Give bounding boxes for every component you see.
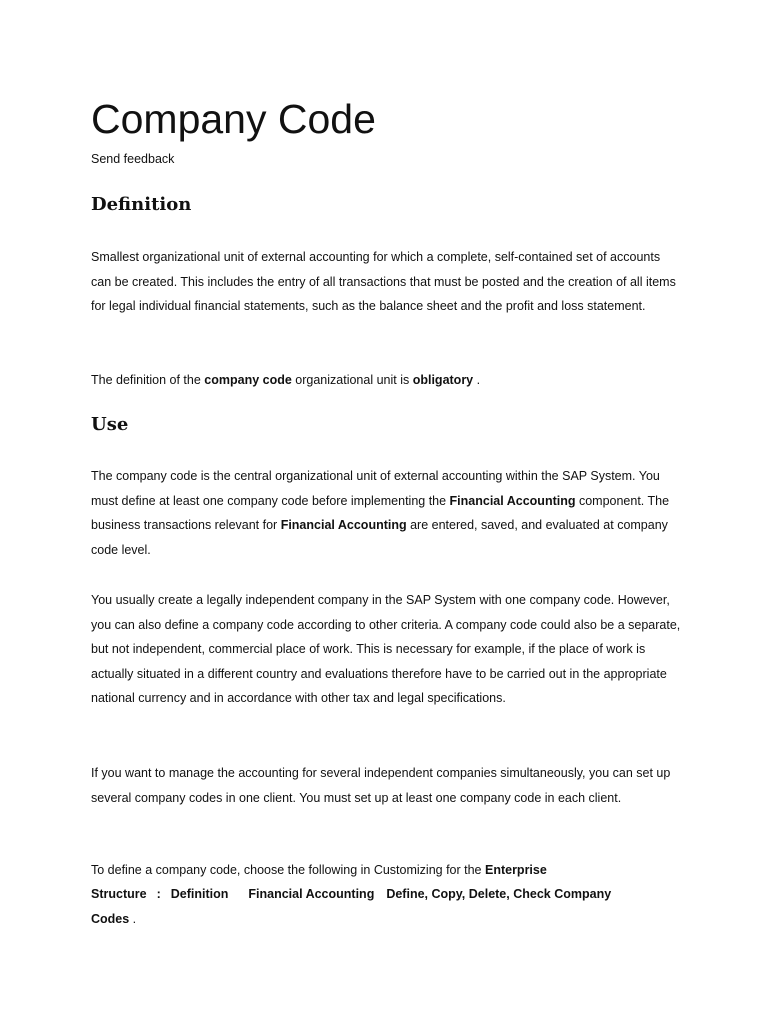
menu-path-separator: : — [156, 887, 161, 901]
menu-path-codes: Codes — [91, 912, 130, 926]
text-run: component. The business transactions relevant for — [91, 493, 670, 533]
menu-path-financial-accounting: Financial Accounting — [248, 887, 375, 901]
use-paragraph-2: You usually create a legally independent company in the SAP System with one company code. However, you can also define a company code according to other criteria. A company code could also be a separate, but not independent, commercial place of work. This is necessary for example, if the place of work is actually situated in a different country and evaluations therefore have to be carried out in the appropriate national currency and in accordance with other tax and legal specifications. — [91, 593, 681, 706]
text-run: are entered, saved, and evaluated at company code level. — [91, 518, 668, 557]
term-obligatory: obligatory — [412, 373, 474, 387]
text-run: The definition of the — [91, 373, 205, 387]
definition-heading: Definition — [91, 194, 192, 215]
use-paragraph-3: If you want to manage the accounting for several independent companies simultaneously, you can set up several company codes in one client. You must set up at least one company code in each client. — [91, 766, 671, 805]
page-title: Company Code — [91, 96, 376, 142]
send-feedback-link[interactable]: Send feedback — [91, 152, 175, 166]
definition-paragraph-1: Smallest organizational unit of external accounting for which a complete, self-contained set of accounts can be created. This includes the entry of all transactions that must be posted and the creation of all items for legal individual financial statements, such as the balance sheet and the profit and loss statement. — [91, 250, 676, 314]
text-run: organizational unit is — [291, 373, 413, 387]
menu-path-structure: Structure — [91, 887, 147, 901]
term-company-code: company code — [204, 373, 292, 387]
use-paragraph-1 — [91, 464, 681, 562]
text-run: . — [473, 373, 481, 387]
customizing-menu-path-end — [91, 907, 681, 932]
text-run: The company code is the central organizational unit of external accounting within the SAP System. You must define at least one company code before implementing the — [91, 469, 660, 508]
text-run: To define a company code, choose the following in Customizing for the — [91, 863, 485, 877]
definition-paragraph-2 — [91, 368, 681, 393]
term-enterprise: Enterprise — [484, 863, 547, 877]
text-run: . — [129, 912, 137, 926]
menu-path-define-copy-delete: Define, Copy, Delete, Check Company — [386, 887, 612, 901]
term-financial-accounting: Financial Accounting — [449, 493, 576, 508]
use-paragraph-4 — [91, 858, 681, 883]
customizing-menu-path — [91, 882, 681, 907]
term-financial-accounting: Financial Accounting — [280, 518, 407, 533]
menu-path-definition: Definition — [170, 887, 229, 901]
use-heading: Use — [91, 414, 129, 435]
